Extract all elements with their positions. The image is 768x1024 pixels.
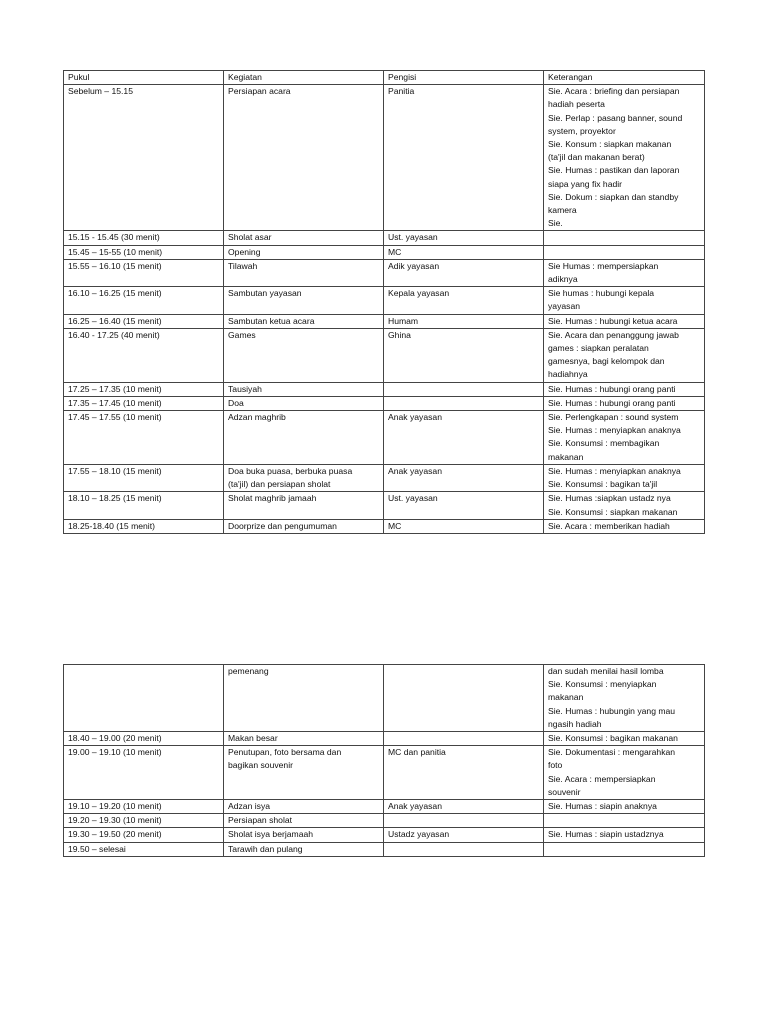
cell-pukul [64, 746, 224, 800]
table-row [64, 314, 705, 328]
cell-pukul [64, 464, 224, 491]
kegiatan-text-line: Sambutan ketua acara [228, 315, 315, 326]
pengisi-text-line: Ustadz yayasan [388, 829, 450, 840]
cell-keterangan [544, 842, 705, 856]
keterangan-text-line: Sie. Acara : memberikan hadiah [548, 520, 670, 531]
keterangan-text-line: makanan [548, 692, 584, 703]
pengisi-text-line: Anak yayasan [388, 801, 442, 812]
header-pengisi: Pengisi [384, 71, 544, 85]
cell-keterangan [544, 519, 705, 533]
keterangan-text-line: Sie. Konsumsi : menyiapkan [548, 679, 657, 690]
kegiatan-text-line: Games [228, 329, 256, 340]
cell-pukul [64, 842, 224, 856]
pukul-text-line: 15.45 – 15-55 (10 menit) [68, 246, 163, 257]
pukul-text-line: 16.10 – 16.25 (15 menit) [68, 288, 162, 299]
keterangan-text-line: Sie. Dokumentasi : mengarahkan [548, 747, 676, 758]
cell-keterangan [544, 746, 705, 800]
cell-pengisi [384, 396, 544, 410]
cell-pengisi [384, 328, 544, 382]
cell-keterangan [544, 245, 705, 259]
cell-keterangan [544, 492, 705, 519]
pukul-text-line: 19.50 – selesai [68, 843, 126, 854]
cell-keterangan [544, 231, 705, 245]
cell-pengisi [384, 231, 544, 245]
kegiatan-text-line: Persiapan sholat [228, 815, 293, 826]
schedule-table-page1 [63, 70, 705, 534]
keterangan-text-line: Sie. Konsumsi : bagikan makanan [548, 733, 678, 744]
header-row [64, 71, 705, 85]
keterangan-text-line: Sie. [548, 218, 563, 229]
pengisi-text-line: Ust. yayasan [388, 493, 438, 504]
cell-pengisi [384, 85, 544, 231]
keterangan-text-line: Sie. Humas : pastikan dan laporan [548, 165, 680, 176]
table-row [64, 287, 705, 314]
cell-pukul [64, 519, 224, 533]
keterangan-text-line: Sie. Humas : hubungi orang panti [548, 383, 676, 394]
keterangan-text-line: Sie. Acara : briefing dan persiapan [548, 86, 680, 97]
cell-pukul [64, 411, 224, 465]
header-kegiatan: Kegiatan [224, 71, 384, 85]
table-row [64, 746, 705, 800]
cell-pengisi [384, 245, 544, 259]
schedule-table-body [64, 665, 705, 857]
cell-pukul [64, 814, 224, 828]
keterangan-text-line: hadiahnya [548, 369, 588, 380]
table-row [64, 800, 705, 814]
cell-keterangan [544, 328, 705, 382]
kegiatan-text-line: Sholat isya berjamaah [228, 829, 314, 840]
cell-kegiatan [224, 314, 384, 328]
cell-kegiatan [224, 800, 384, 814]
pukul-text-line: 18.25-18.40 (15 menit) [68, 520, 155, 531]
kegiatan-text-line: Opening [228, 246, 261, 257]
cell-pukul [64, 328, 224, 382]
cell-pukul [64, 665, 224, 732]
cell-pengisi [384, 828, 544, 842]
keterangan-text-line: Sie. Humas : menyiapkan anaknya [548, 425, 681, 436]
cell-pengisi [384, 314, 544, 328]
cell-pukul [64, 245, 224, 259]
cell-kegiatan [224, 231, 384, 245]
table-row [64, 732, 705, 746]
cell-kegiatan [224, 411, 384, 465]
cell-pengisi [384, 732, 544, 746]
keterangan-text-line: makanan [548, 451, 584, 462]
pukul-text-line: 15.15 - 15.45 (30 menit) [68, 232, 160, 243]
cell-kegiatan [224, 259, 384, 286]
cell-pengisi [384, 519, 544, 533]
pukul-text-line: 19.20 – 19.30 (10 menit) [68, 815, 162, 826]
pengisi-text-line: Humam [388, 315, 419, 326]
keterangan-text-line: siapa yang fix hadir [548, 178, 623, 189]
cell-keterangan [544, 814, 705, 828]
table-row [64, 519, 705, 533]
pukul-text-line: 18.40 – 19.00 (20 menit) [68, 733, 162, 744]
cell-keterangan [544, 382, 705, 396]
table-row [64, 85, 705, 231]
kegiatan-text-line: Tarawih dan pulang [228, 843, 303, 854]
kegiatan-text-line: pemenang [228, 666, 269, 676]
cell-pukul [64, 231, 224, 245]
cell-pukul [64, 259, 224, 286]
cell-pengisi [384, 287, 544, 314]
keterangan-text-line: gamesnya, bagi kelompok dan [548, 356, 665, 367]
cell-kegiatan [224, 492, 384, 519]
keterangan-text-line: Sie. Humas : menyiapkan anaknya [548, 465, 681, 476]
cell-pukul [64, 287, 224, 314]
kegiatan-text-line: Persiapan acara [228, 86, 291, 97]
cell-keterangan [544, 464, 705, 491]
cell-kegiatan [224, 732, 384, 746]
pengisi-text-line: MC [388, 520, 402, 531]
cell-keterangan [544, 411, 705, 465]
cell-keterangan [544, 800, 705, 814]
keterangan-text-line: dan sudah menilai hasil lomba [548, 666, 664, 676]
pukul-text-line: 15.55 – 16.10 (15 menit) [68, 260, 162, 271]
keterangan-text-line: Sie. Humas : siapin ustadznya [548, 829, 664, 840]
kegiatan-text-line: Doa buka puasa, berbuka puasa [228, 465, 353, 476]
cell-pukul [64, 732, 224, 746]
header-keterangan: Keterangan [544, 71, 705, 85]
keterangan-text-line: Sie. Humas : hubungi orang panti [548, 397, 676, 408]
pukul-text-line: 17.35 – 17.45 (10 menit) [68, 397, 162, 408]
keterangan-text-line: Sie. Konsumsi : siapkan makanan [548, 506, 678, 517]
cell-kegiatan [224, 464, 384, 491]
table-row [64, 231, 705, 245]
kegiatan-text-line: Penutupan, foto bersama dan [228, 747, 342, 758]
keterangan-text-line: Sie. Humas :siapkan ustadz nya [548, 493, 671, 504]
cell-keterangan [544, 85, 705, 231]
kegiatan-text-line: Tilawah [228, 260, 258, 271]
keterangan-text-line: Sie. Humas : hubungin yang mau [548, 705, 676, 716]
cell-pengisi [384, 382, 544, 396]
cell-pengisi [384, 746, 544, 800]
keterangan-text-line: Sie. Konsumsi : bagikan ta'jil [548, 479, 658, 490]
pengisi-text-line: MC dan panitia [388, 747, 446, 758]
keterangan-text-line: Sie. Dokum : siapkan dan standby [548, 191, 679, 202]
cell-kegiatan [224, 665, 384, 732]
keterangan-text-line: yayasan [548, 301, 581, 312]
cell-pengisi [384, 464, 544, 491]
kegiatan-text-line: Doa [228, 397, 244, 408]
pukul-text-line: 19.00 – 19.10 (10 menit) [68, 747, 162, 758]
table-row [64, 396, 705, 410]
table-row [64, 828, 705, 842]
keterangan-text-line: games : siapkan peralatan [548, 343, 649, 354]
cell-pengisi [384, 492, 544, 519]
keterangan-text-line: Sie. Humas : siapin anaknya [548, 801, 657, 812]
cell-keterangan [544, 396, 705, 410]
cell-kegiatan [224, 245, 384, 259]
keterangan-text-line: foto [548, 760, 563, 771]
keterangan-text-line: hadiah peserta [548, 99, 605, 110]
schedule-table-body [64, 71, 705, 534]
cell-kegiatan [224, 328, 384, 382]
kegiatan-text-line: Tausiyah [228, 383, 262, 394]
table-row [64, 814, 705, 828]
pukul-text-line: 17.45 – 17.55 (10 menit) [68, 412, 162, 423]
pukul-text-line: 18.10 – 18.25 (15 menit) [68, 493, 162, 504]
kegiatan-text-line: Sambutan yayasan [228, 288, 302, 299]
cell-kegiatan [224, 842, 384, 856]
keterangan-text-line: Sie. Perlengkapan : sound system [548, 412, 679, 423]
cell-pengisi [384, 842, 544, 856]
pengisi-text-line: Adik yayasan [388, 260, 440, 271]
cell-kegiatan [224, 85, 384, 231]
cell-pengisi [384, 411, 544, 465]
keterangan-text-line: Sie. Acara dan penanggung jawab [548, 329, 679, 340]
table-row [64, 245, 705, 259]
cell-pengisi [384, 814, 544, 828]
pengisi-text-line: Anak yayasan [388, 465, 442, 476]
pukul-text-line: 19.30 – 19.50 (20 menit) [68, 829, 162, 840]
keterangan-text-line: adiknya [548, 274, 578, 285]
pengisi-text-line: Ust. yayasan [388, 232, 438, 243]
cell-pukul [64, 828, 224, 842]
table-row [64, 382, 705, 396]
cell-pukul [64, 492, 224, 519]
kegiatan-text-line: Doorprize dan pengumuman [228, 520, 337, 531]
pukul-text-line: 17.55 – 18.10 (15 menit) [68, 465, 162, 476]
pukul-text-line: 16.40 - 17.25 (40 menit) [68, 329, 160, 340]
cell-kegiatan [224, 287, 384, 314]
kegiatan-text-line: (ta'jil) dan persiapan sholat [228, 479, 331, 490]
kegiatan-text-line: Sholat asar [228, 232, 272, 243]
keterangan-text-line: Sie. Acara : mempersiapkan [548, 773, 656, 784]
pengisi-text-line: Anak yayasan [388, 412, 442, 423]
cell-kegiatan [224, 814, 384, 828]
cell-pukul [64, 396, 224, 410]
keterangan-text-line: Sie. Humas : hubungi ketua acara [548, 315, 678, 326]
pengisi-text-line: Panitia [388, 86, 415, 97]
cell-kegiatan [224, 382, 384, 396]
pengisi-text-line: Kepala yayasan [388, 288, 450, 299]
header-pukul: Pukul [64, 71, 224, 85]
cell-keterangan [544, 732, 705, 746]
pengisi-text-line: MC [388, 246, 402, 257]
keterangan-text-line: Sie. Konsumsi : membagikan [548, 438, 660, 449]
cell-kegiatan [224, 746, 384, 800]
cell-pukul [64, 85, 224, 231]
cell-pukul [64, 800, 224, 814]
kegiatan-text-line: Adzan maghrib [228, 412, 286, 423]
table-row [64, 411, 705, 465]
cell-keterangan [544, 287, 705, 314]
keterangan-text-line: Sie humas : hubungi kepala [548, 288, 655, 299]
keterangan-text-line: Sie. Konsum : siapkan makanan [548, 139, 672, 150]
cell-kegiatan [224, 519, 384, 533]
kegiatan-text-line: bagikan souvenir [228, 760, 293, 771]
cell-kegiatan [224, 828, 384, 842]
keterangan-text-line: kamera [548, 205, 577, 216]
pengisi-text-line: Ghina [388, 329, 411, 340]
table-row [64, 464, 705, 491]
table-row [64, 665, 705, 732]
cell-keterangan [544, 828, 705, 842]
table-row [64, 842, 705, 856]
cell-pukul [64, 382, 224, 396]
cell-pengisi [384, 800, 544, 814]
table-row [64, 492, 705, 519]
cell-pengisi [384, 665, 544, 732]
pukul-text-line: 19.10 – 19.20 (10 menit) [68, 801, 162, 812]
keterangan-text-line: souvenir [548, 786, 581, 797]
cell-pukul [64, 314, 224, 328]
pukul-text-line: Sebelum – 15.15 [68, 86, 133, 97]
schedule-table-page2 [63, 664, 705, 857]
pukul-text-line: 17.25 – 17.35 (10 menit) [68, 383, 162, 394]
cell-pengisi [384, 259, 544, 286]
cell-keterangan [544, 314, 705, 328]
cell-keterangan [544, 665, 705, 732]
keterangan-text-line: system, proyektor [548, 125, 616, 136]
table-row [64, 259, 705, 286]
table-row [64, 328, 705, 382]
keterangan-text-line: ngasih hadiah [548, 718, 602, 729]
kegiatan-text-line: Adzan isya [228, 801, 271, 812]
keterangan-text-line: Sie Humas : mempersiapkan [548, 260, 659, 271]
keterangan-text-line: (ta'jil dan makanan berat) [548, 152, 645, 163]
kegiatan-text-line: Sholat maghrib jamaah [228, 493, 317, 504]
kegiatan-text-line: Makan besar [228, 733, 278, 744]
pukul-text-line: 16.25 – 16.40 (15 menit) [68, 315, 162, 326]
cell-kegiatan [224, 396, 384, 410]
cell-keterangan [544, 259, 705, 286]
keterangan-text-line: Sie. Perlap : pasang banner, sound [548, 112, 683, 123]
